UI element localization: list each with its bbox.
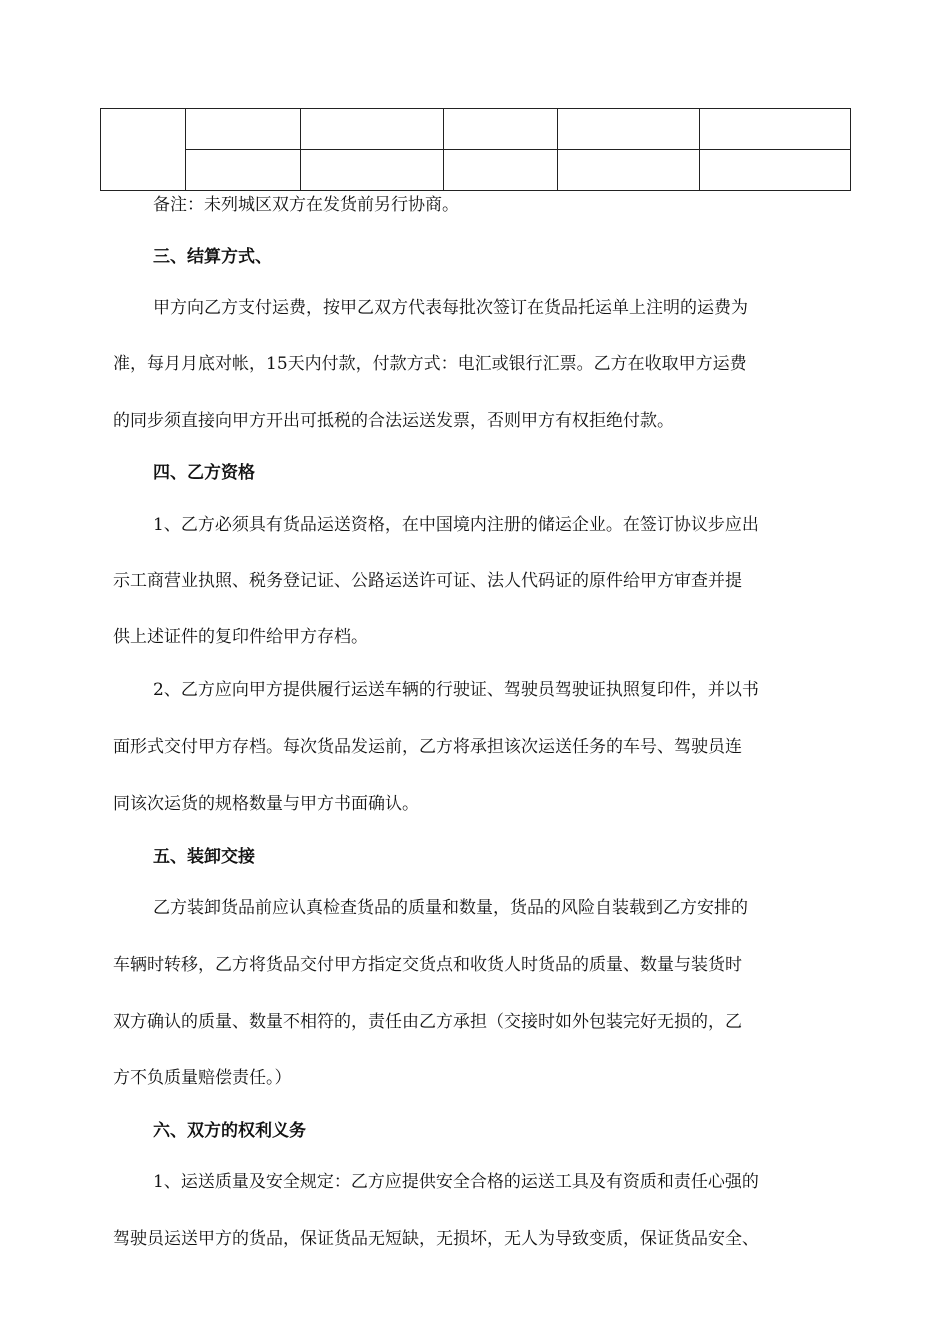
table-cell (101, 109, 186, 191)
table-cell (301, 150, 444, 191)
table-row (101, 109, 851, 150)
table-cell (301, 109, 444, 150)
rate-table (100, 108, 851, 191)
table-cell (444, 150, 558, 191)
paragraph-line: 同该次运货的规格数量与甲方书面确认。 (113, 794, 419, 814)
paragraph-line: 1、乙方必须具有货品运送资格，在中国境内注册的储运企业。在签订协议步应出 (153, 515, 759, 535)
section-heading-handover: 五、装卸交接 (153, 847, 255, 867)
table-cell (700, 109, 851, 150)
paragraph-line: 面形式交付甲方存档。每次货品发运前，乙方将承担该次运送任务的车号、驾驶员连 (113, 737, 742, 757)
paragraph-line: 的同步须直接向甲方开出可抵税的合法运送发票，否则甲方有权拒绝付款。 (113, 411, 674, 431)
paragraph-line: 示工商营业执照、税务登记证、公路运送许可证、法人代码证的原件给甲方审查并提 (113, 571, 742, 591)
paragraph-line: 方不负质量赔偿责任。） (113, 1068, 292, 1088)
table-cell (186, 109, 301, 150)
paragraph-line: 车辆时转移，乙方将货品交付甲方指定交货点和收货人时货品的质量、数量与装货时 (113, 955, 742, 975)
paragraph-line: 1、运送质量及安全规定：乙方应提供安全合格的运送工具及有资质和责任心强的 (153, 1172, 759, 1192)
table-cell (186, 150, 301, 191)
paragraph-line: 驾驶员运送甲方的货品，保证货品无短缺，无损坏，无人为导致变质，保证货品安全、 (113, 1229, 759, 1249)
section-heading-rights-obligations: 六、双方的权利义务 (153, 1121, 306, 1141)
remark-note: 备注：未列城区双方在发货前另行协商。 (153, 195, 459, 215)
table-row (101, 150, 851, 191)
table-cell (700, 150, 851, 191)
paragraph-line: 甲方向乙方支付运费，按甲乙双方代表每批次签订在货品托运单上注明的运费为 (153, 298, 748, 318)
section-heading-qualification: 四、乙方资格 (153, 463, 255, 483)
table-cell (444, 109, 558, 150)
paragraph-line: 双方确认的质量、数量不相符的，责任由乙方承担（交接时如外包装完好无损的，乙 (113, 1012, 742, 1032)
paragraph-line: 供上述证件的复印件给甲方存档。 (113, 627, 368, 647)
table-cell (558, 150, 700, 191)
table-cell (558, 109, 700, 150)
paragraph-line: 乙方装卸货品前应认真检查货品的质量和数量，货品的风险自装载到乙方安排的 (153, 898, 748, 918)
paragraph-line: 2、乙方应向甲方提供履行运送车辆的行驶证、驾驶员驾驶证执照复印件，并以书 (153, 680, 759, 700)
paragraph-line: 准，每月月底对帐，15天内付款，付款方式：电汇或银行汇票。乙方在收取甲方运费 (113, 354, 747, 374)
section-heading-settlement: 三、结算方式、 (153, 247, 272, 267)
